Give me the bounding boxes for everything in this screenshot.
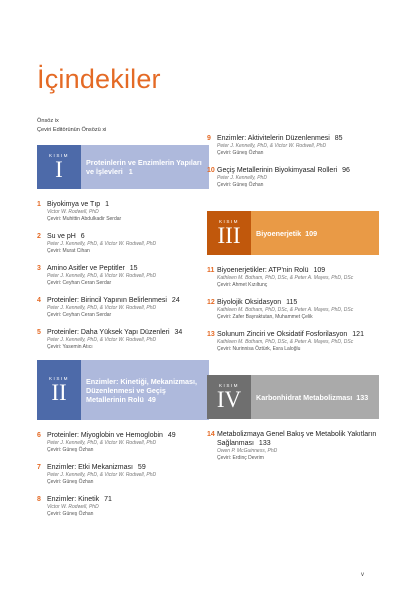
part-title [81, 360, 209, 420]
chapter-entry-7[interactable] [37, 463, 209, 486]
chapter-page: 59 [137, 464, 146, 471]
chapter-translator: Çeviri: Güneş Özhan [47, 447, 94, 453]
front-item-translator-preface[interactable] [37, 126, 106, 135]
chapter-translator: Çeviri: Güneş Özhan [217, 150, 264, 156]
chapter-page: 96 [342, 167, 350, 174]
chapter-page: 85 [334, 135, 343, 142]
page-number: v [361, 572, 364, 578]
chapter-entry-8[interactable] [37, 495, 209, 518]
chapter-authors: Peter J. Kennelly, PhD, & Victor W. Rodwell, PhD [47, 241, 157, 247]
chapter-title: Metabolizmaya Genel Bakış ve Metabolik Yakıtların Sağlanması [217, 431, 377, 447]
chapter-number: 4 [37, 297, 41, 304]
chapter-entry-10[interactable] [207, 166, 379, 189]
chapter-number: 10 [207, 167, 215, 174]
chapter-number: 14 [207, 431, 215, 438]
chapter-page: 1 [105, 201, 110, 208]
chapter-entry-9[interactable] [207, 134, 379, 157]
part-header-1[interactable] [37, 145, 209, 189]
chapter-translator: Çeviri: Ceyhan Ceran Serdar [47, 312, 112, 318]
chapter-entry-14[interactable] [207, 430, 379, 462]
chapter-entry-13[interactable] [207, 330, 379, 353]
front-item-page: xi [102, 127, 107, 133]
chapter-title: Biyolojik Oksidasyon [217, 299, 282, 306]
chapter-translator: Çeviri: Ceyhan Ceran Serdar [47, 280, 112, 286]
part-number-box [207, 211, 251, 255]
chapter-page: 24 [171, 297, 180, 304]
toc-right-column [207, 134, 379, 471]
part-title-text: Enzimler: Kinetiği, Mekanizması, Düzenlenmesi ve Geçiş Metallerinin Rolü [86, 376, 198, 404]
chapter-authors: Kathleen M. Botham, PhD, DSc, & Peter A. Mayes, PhD, DSc [217, 275, 354, 281]
chapter-page: 115 [286, 299, 298, 306]
chapter-page: 133 [258, 440, 271, 447]
chapter-entry-12[interactable] [207, 298, 379, 321]
part-header-4[interactable] [207, 375, 379, 419]
part-header-2[interactable] [37, 360, 209, 420]
part-title [251, 375, 379, 419]
chapter-title: Proteinler: Birincil Yapının Belirlenmesi [47, 297, 167, 304]
chapter-number: 11 [207, 267, 215, 274]
chapter-number: 5 [37, 329, 41, 336]
chapter-translator: Çeviri: Muhittin Abdulkadir Serdar [47, 216, 122, 222]
chapter-number: 3 [37, 265, 41, 272]
part-title-text: Karbonhidrat Metabolizması [256, 392, 353, 402]
chapter-entry-5[interactable] [37, 328, 209, 351]
chapter-title: Solunum Zinciri ve Oksidatif Fosforilasyon [217, 331, 348, 338]
chapter-translator: Çeviri: Güneş Özhan [47, 479, 94, 485]
chapter-authors: Victor W. Rodwell, PhD [47, 504, 99, 510]
part-number-box [207, 375, 251, 419]
kisim-label: KISIM [218, 219, 239, 224]
chapter-entry-1[interactable] [37, 200, 209, 223]
chapter-authors: Peter J. Kennelly, PhD, & Victor W. Rodwell, PhD [47, 273, 157, 279]
chapter-number: 7 [37, 464, 41, 471]
chapter-authors: Peter J. Kennelly, PhD, & Victor W. Rodwell, PhD [47, 472, 157, 478]
chapter-translator: Çeviri: Güneş Özhan [217, 182, 264, 188]
chapter-entry-2[interactable] [37, 232, 209, 255]
front-item-label: Çeviri Editörünün Önsözü [37, 127, 101, 133]
part-roman: I [55, 157, 63, 182]
chapter-number: 6 [37, 432, 41, 439]
chapter-translator: Çeviri: Güneş Özhan [47, 511, 94, 517]
chapter-authors: Kathleen M. Botham, PhD, DSc, & Peter A. Mayes, PhD, DSc [217, 339, 354, 345]
front-item-label: Önsöz [37, 118, 54, 124]
part-roman: IV [216, 387, 242, 412]
part-page: 109 [305, 228, 318, 238]
chapter-page: 6 [80, 233, 85, 240]
chapter-authors: Victor W. Rodwell, PhD [47, 209, 99, 215]
chapter-translator: Çeviri: Erdinç Devrim [217, 455, 264, 461]
chapter-page: 15 [129, 265, 138, 272]
kisim-label: KISIM [48, 376, 69, 381]
chapter-page: 71 [104, 496, 112, 503]
part-title-text: Biyoenerjetik [256, 228, 302, 238]
part-roman: II [51, 380, 67, 405]
chapter-page: 109 [313, 267, 326, 274]
chapter-translator: Çeviri: Nurinnisa Öztürk, Esra Laloğlu [217, 346, 301, 352]
chapter-title: Amino Asitler ve Peptitler [47, 265, 125, 272]
chapter-title: Biyokimya ve Tıp [47, 201, 101, 208]
chapter-authors: Peter J. Kennelly, PhD, & Victor W. Rodwell, PhD [217, 143, 327, 149]
chapter-authors: Peter J. Kennelly, PhD, & Victor W. Rodwell, PhD [47, 337, 157, 343]
chapter-entry-11[interactable] [207, 266, 379, 289]
chapter-page: 49 [167, 432, 176, 439]
part-page: 1 [128, 167, 133, 176]
chapter-title: Proteinler: Miyoglobin ve Hemoglobin [47, 432, 163, 439]
toc-left-column [37, 145, 209, 527]
kisim-label: KISIM [48, 153, 69, 158]
chapter-page: 121 [352, 331, 364, 338]
chapter-number: 8 [37, 496, 41, 503]
chapter-translator: Çeviri: Murat Cihan [47, 248, 90, 254]
chapter-authors: Peter J. Kennelly, PhD, & Victor W. Rodwell, PhD [47, 440, 157, 446]
front-matter [37, 117, 106, 135]
chapter-title: Enzimler: Etki Mekanizması [47, 464, 133, 471]
part-title-text: Proteinlerin ve Enzimlerin Yapıları ve İşlevleri [86, 158, 202, 176]
chapter-title: Proteinler: Daha Yüksek Yapı Düzenleri [47, 329, 170, 336]
chapter-page: 34 [174, 329, 183, 336]
part-number-box [37, 360, 81, 420]
chapter-title: Su ve pH [47, 233, 76, 240]
part-title [251, 211, 379, 255]
chapter-authors: Peter J. Kennelly, PhD [217, 175, 267, 181]
part-page: 133 [356, 392, 369, 402]
part-header-3[interactable] [207, 211, 379, 255]
chapter-authors: Owen P. McGuinness, PhD [217, 448, 278, 454]
part-page: 49 [147, 394, 156, 404]
chapter-number: 2 [37, 233, 41, 240]
chapter-translator: Çeviri: Zafer Bayraktutan, Muhammet Çelik [217, 314, 313, 320]
part-title [81, 145, 209, 189]
chapter-translator: Çeviri: Ahmet Kızıltunç [217, 282, 268, 288]
chapter-title: Biyoenerjetikler: ATP'nin Rolü [217, 267, 309, 274]
chapter-entry-4[interactable] [37, 296, 209, 319]
chapter-number: 13 [207, 331, 215, 338]
chapter-entry-3[interactable] [37, 264, 209, 287]
chapter-number: 9 [207, 135, 211, 142]
front-item-preface[interactable] [37, 117, 106, 126]
part-roman: III [217, 223, 241, 248]
chapter-authors: Peter J. Kennelly, PhD, & Victor W. Rodwell, PhD [47, 305, 157, 311]
part-number-box [37, 145, 81, 189]
chapter-title: Enzimler: Kinetik [47, 496, 100, 503]
chapter-entry-6[interactable] [37, 431, 209, 454]
chapter-number: 12 [207, 299, 215, 306]
chapter-number: 1 [37, 201, 41, 208]
page-title: İçindekiler [37, 64, 161, 94]
front-item-page: ix [54, 118, 59, 124]
kisim-label: KISIM [218, 383, 239, 388]
chapter-authors: Kathleen M. Botham, PhD, DSc, & Peter A. Mayes, PhD, DSc [217, 307, 354, 313]
chapter-title: Enzimler: Aktivitelerin Düzenlenmesi [217, 135, 330, 142]
chapter-translator: Çeviri: Yasemin Atıcı [47, 344, 93, 350]
chapter-title: Geçiş Metallerinin Biyokimyasal Rolleri [217, 167, 338, 174]
